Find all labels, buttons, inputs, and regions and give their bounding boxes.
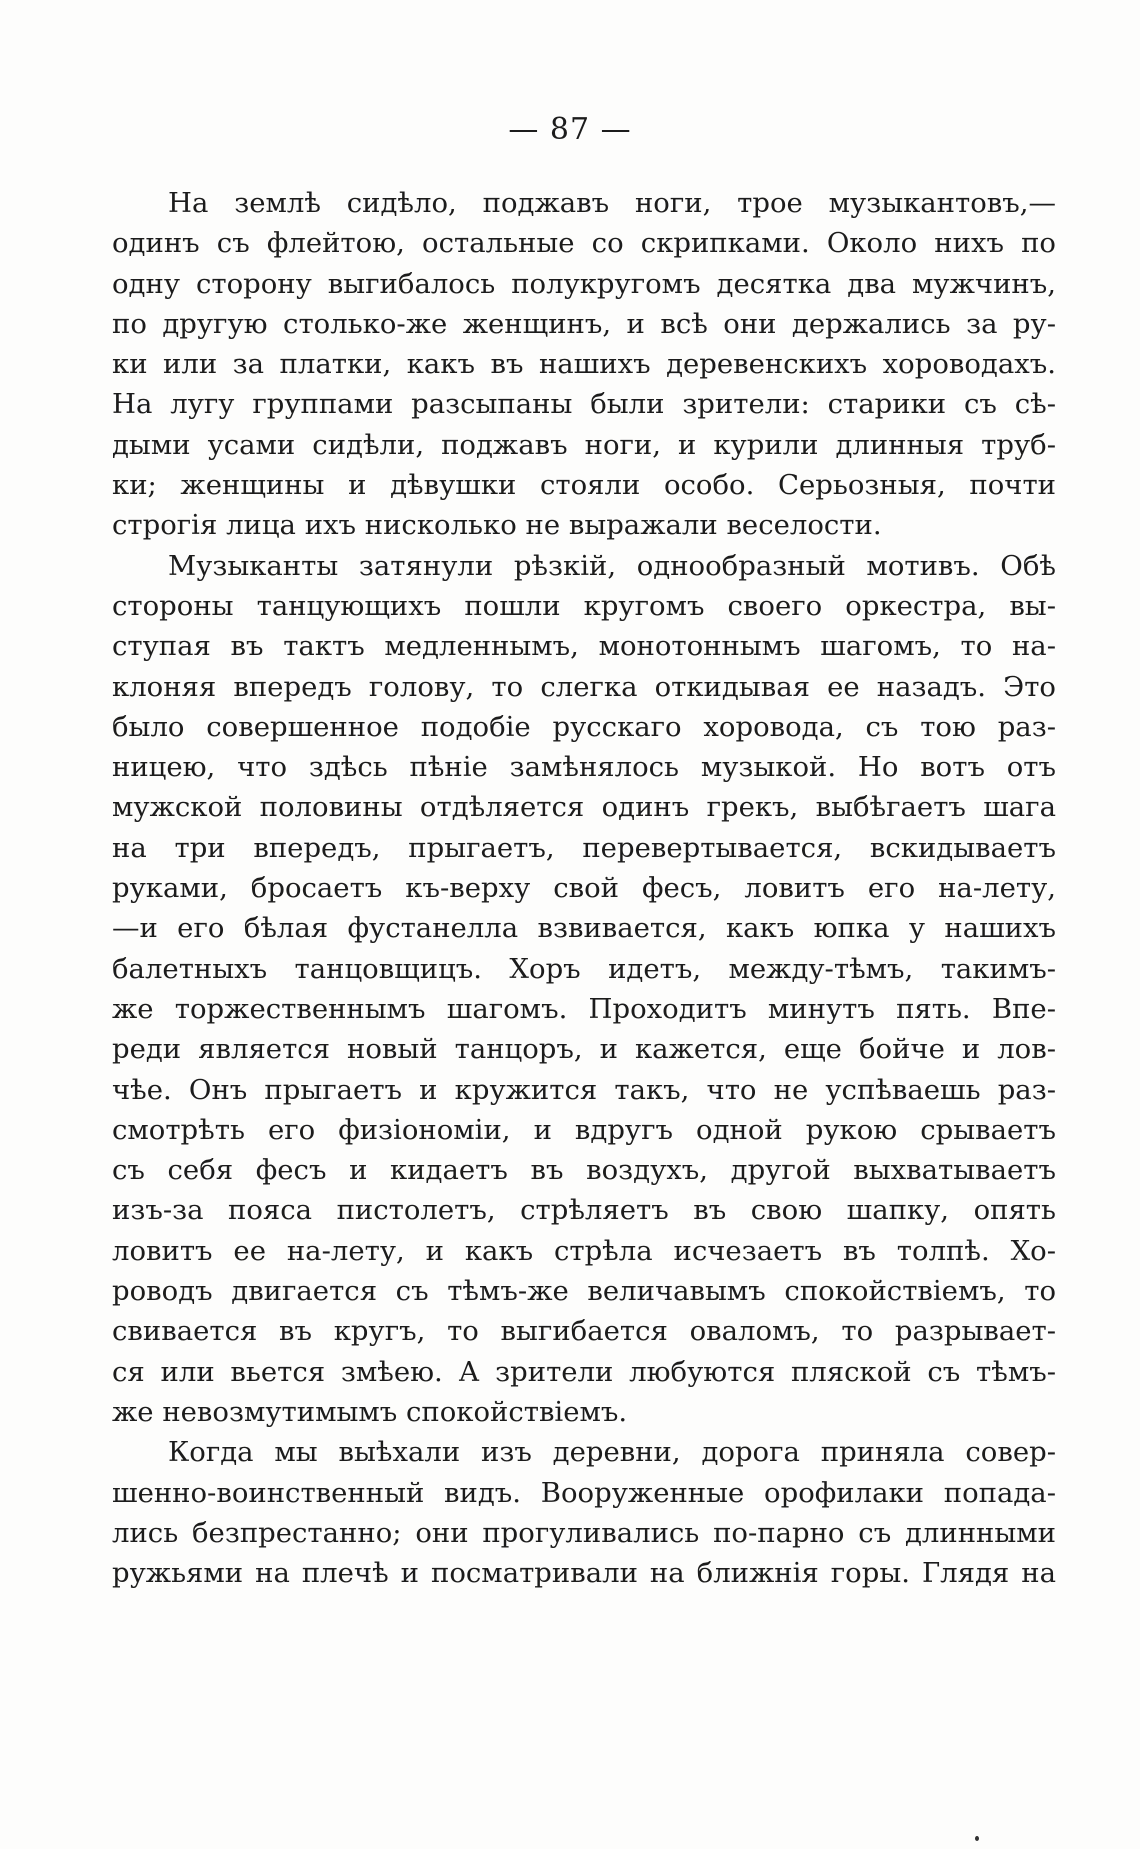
text-line: ружьями на плечѣ и посматривали на ближнія горы. Глядя на: [112, 1557, 1056, 1590]
text-line: ся или вьется змѣею. А зрители любуются пляской съ тѣмъ-: [112, 1355, 1056, 1388]
text-line: ки или за платки, какъ въ нашихъ деревенскихъ хороводахъ.: [112, 348, 1056, 381]
text-line: Когда мы выѣхали изъ деревни, дорога приняла совер-: [168, 1436, 1056, 1469]
text-line: ницею, что здѣсь пѣніе замѣнялось музыкой. Но вотъ отъ: [112, 751, 1056, 784]
text-line: роводъ двигается съ тѣмъ-же величавымъ спокойствіемъ, то: [112, 1275, 1056, 1308]
text-line: Музыканты затянули рѣзкій, однообразный мотивъ. Обѣ: [168, 549, 1056, 582]
text-line: ловитъ ее на-лету, и какъ стрѣла исчезаетъ въ толпѣ. Хо-: [112, 1234, 1056, 1267]
text-line: на три впередъ, прыгаетъ, перевертывается, вскидываетъ: [112, 831, 1056, 864]
text-line: шенно-воинственный видъ. Вооруженные орофилаки попада-: [112, 1476, 1056, 1509]
text-line: свивается въ кругъ, то выгибается оваломъ, то разрывает-: [112, 1315, 1056, 1348]
text-line: На землѣ сидѣло, поджавъ ноги, трое музыкантовъ,—: [168, 187, 1056, 219]
ink-speck: [975, 1836, 979, 1841]
text-line: стороны танцующихъ пошли кругомъ своего оркестра, вы-: [112, 589, 1056, 622]
text-line: мужской половины отдѣляется одинъ грекъ, выбѣгаетъ шага: [112, 791, 1056, 824]
page-number: — 87 —: [508, 112, 632, 147]
body-text: [112, 183, 1056, 1593]
text-line: изъ-за пояса пистолетъ, стрѣляетъ въ свою шапку, опять: [112, 1194, 1056, 1227]
text-line: было совершенное подобіе русскаго хоровода, съ тою раз-: [112, 710, 1056, 743]
text-line: балетныхъ танцовщицъ. Хоръ идетъ, между-тѣмъ, такимъ-: [112, 952, 1056, 985]
text-line: же невозмутимымъ спокойствіемъ.: [112, 1395, 628, 1428]
text-line: дыми усами сидѣли, поджавъ ноги, и курили длинныя труб-: [112, 428, 1056, 461]
text-line: смотрѣть его физіономіи, и вдругъ одной рукою срываетъ: [112, 1113, 1056, 1146]
text-line: руками, бросаетъ къ-верху свой фесъ, ловитъ его на-лету,: [112, 872, 1056, 905]
text-line: клоняя впередъ голову, то слегка откидывая ее назадъ. Это: [112, 670, 1056, 703]
text-line: съ себя фесъ и кидаетъ въ воздухъ, другой выхватываетъ: [112, 1154, 1056, 1187]
text-line: —и его бѣлая фустанелла взвивается, какъ юпка у нашихъ: [112, 912, 1056, 945]
text-line: по другую столько-же женщинъ, и всѣ они держались за ру-: [112, 307, 1056, 340]
text-line: реди является новый танцоръ, и кажется, еще бойче и лов-: [112, 1033, 1056, 1066]
text-line: ки; женщины и дѣвушки стояли особо. Серьозныя, почти: [112, 469, 1056, 502]
text-line: одинъ съ флейтою, остальные со скрипками. Около нихъ по: [112, 227, 1056, 260]
text-line: На лугу группами разсыпаны были зрители: старики съ сѣ-: [112, 388, 1056, 421]
text-line: строгія лица ихъ нисколько не выражали веселости.: [112, 509, 882, 542]
text-line: ступая въ тактъ медленнымъ, монотоннымъ шагомъ, то на-: [112, 630, 1056, 663]
text-line: чѣе. Онъ прыгаетъ и кружится такъ, что не успѣваешь раз-: [112, 1073, 1056, 1106]
text-line: же торжественнымъ шагомъ. Проходитъ минутъ пять. Впе-: [112, 992, 1056, 1025]
text-line: одну сторону выгибалось полукругомъ десятка два мужчинъ,: [112, 267, 1056, 300]
text-line: лись безпрестанно; они прогуливались по-парно съ длинными: [112, 1516, 1056, 1549]
